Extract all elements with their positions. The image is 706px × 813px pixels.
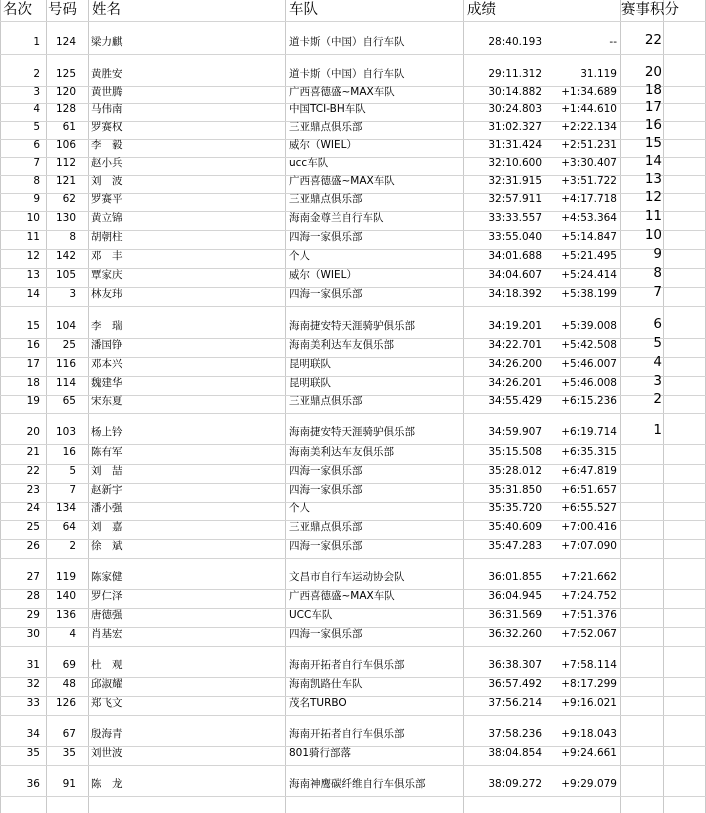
rank-cell: 26 — [26, 540, 40, 552]
time-cell: 35:35.720 — [488, 502, 542, 514]
gap-cell: +4:17.718 — [561, 193, 617, 205]
rank-cell: 9 — [33, 193, 40, 205]
points-cell: 13 — [644, 171, 662, 187]
rank-cell: 5 — [33, 121, 40, 133]
header-number: 号码 — [48, 2, 77, 18]
gap-cell: +7:51.376 — [561, 609, 617, 621]
time-cell: 36:01.855 — [488, 571, 542, 583]
time-cell: 34:55.429 — [488, 395, 542, 407]
time-cell: 35:31.850 — [488, 484, 542, 496]
time-cell: 36:04.945 — [488, 590, 542, 602]
number-cell: 35 — [62, 747, 76, 759]
name-cell: 黄胜安 — [91, 68, 123, 80]
points-cell: 10 — [644, 227, 662, 243]
gap-cell: +6:19.714 — [561, 426, 617, 438]
time-cell: 34:04.607 — [488, 269, 542, 281]
points-cell: 20 — [644, 64, 662, 80]
rank-cell: 19 — [26, 395, 40, 407]
name-cell: 邱淑耀 — [91, 678, 123, 690]
team-cell: 四海一家俱乐部 — [289, 540, 363, 552]
name-cell: 刘 喆 — [91, 465, 123, 477]
team-cell: 四海一家俱乐部 — [289, 484, 363, 496]
points-cell: 4 — [653, 354, 662, 370]
name-cell: 魏建华 — [91, 377, 123, 389]
number-cell: 2 — [69, 540, 76, 552]
points-cell: 2 — [653, 391, 662, 407]
time-cell: 36:57.492 — [488, 678, 542, 690]
rank-cell: 22 — [26, 465, 40, 477]
number-cell: 114 — [55, 377, 76, 389]
rank-cell: 4 — [33, 103, 40, 115]
time-cell: 35:28.012 — [488, 465, 542, 477]
rank-cell: 27 — [26, 571, 40, 583]
name-cell: 覃家庆 — [91, 269, 123, 281]
time-cell: 36:32.260 — [488, 628, 542, 640]
rank-cell: 35 — [26, 747, 40, 759]
number-cell: 7 — [69, 484, 76, 496]
name-cell: 潘小强 — [91, 502, 123, 514]
gap-cell: +7:24.752 — [561, 590, 617, 602]
team-cell: 海南捷安特天涯骑驴俱乐部 — [289, 426, 415, 438]
team-cell: 801骑行部落 — [289, 747, 352, 759]
number-cell: 65 — [62, 395, 76, 407]
team-cell: 个人 — [289, 250, 310, 262]
gap-cell: +5:39.008 — [561, 320, 617, 332]
team-cell: 海南开拓者自行车俱乐部 — [289, 728, 405, 740]
team-cell: 四海一家俱乐部 — [289, 231, 363, 243]
time-cell: 31:31.424 — [488, 139, 542, 151]
rank-cell: 31 — [26, 659, 40, 671]
name-cell: 杨上钤 — [91, 426, 123, 438]
name-cell: 赵小兵 — [91, 157, 123, 169]
rank-cell: 15 — [26, 320, 40, 332]
gap-cell: +6:55.527 — [561, 502, 617, 514]
rank-cell: 12 — [26, 250, 40, 262]
team-cell: 威尔（WIEL） — [289, 269, 357, 281]
grid-row-line — [0, 715, 706, 716]
rank-cell: 3 — [33, 86, 40, 98]
number-cell: 5 — [69, 465, 76, 477]
time-cell: 34:01.688 — [488, 250, 542, 262]
team-cell: 海南神鹰碳纤维自行车俱乐部 — [289, 778, 426, 790]
name-cell: 胡朝柱 — [91, 231, 123, 243]
number-cell: 116 — [55, 358, 76, 370]
number-cell: 126 — [55, 697, 76, 709]
team-cell: 海南美利达车友俱乐部 — [289, 446, 394, 458]
number-cell: 140 — [55, 590, 76, 602]
time-cell: 31:02.327 — [488, 121, 542, 133]
rank-cell: 1 — [33, 36, 40, 48]
points-cell: 8 — [653, 265, 662, 281]
name-cell: 林友玮 — [91, 288, 123, 300]
rank-cell: 25 — [26, 521, 40, 533]
rank-cell: 34 — [26, 728, 40, 740]
grid-row-line — [0, 54, 706, 55]
number-cell: 134 — [55, 502, 76, 514]
gap-cell: +3:51.722 — [561, 175, 617, 187]
team-cell: 广西喜德盛~MAX车队 — [289, 86, 395, 98]
rank-cell: 18 — [26, 377, 40, 389]
name-cell: 潘国铮 — [91, 339, 123, 351]
header-rank: 名次 — [3, 2, 32, 18]
gap-cell: +6:35.315 — [561, 446, 617, 458]
number-cell: 142 — [55, 250, 76, 262]
number-cell: 25 — [62, 339, 76, 351]
points-cell: 1 — [653, 422, 662, 438]
team-cell: 中国TCI-BH车队 — [289, 103, 366, 115]
time-cell: 36:31.569 — [488, 609, 542, 621]
team-cell: ucc车队 — [289, 157, 329, 169]
rank-cell: 30 — [26, 628, 40, 640]
time-cell: 37:56.214 — [488, 697, 542, 709]
time-cell: 34:19.201 — [488, 320, 542, 332]
gap-cell: +7:07.090 — [561, 540, 617, 552]
grid-row-line — [0, 558, 706, 559]
points-cell: 17 — [644, 99, 662, 115]
gap-cell: +6:15.236 — [561, 395, 617, 407]
rank-cell: 33 — [26, 697, 40, 709]
name-cell: 李 瑞 — [91, 320, 123, 332]
points-cell: 12 — [644, 189, 662, 205]
gap-cell: +5:14.847 — [561, 231, 617, 243]
team-cell: 广西喜德盛~MAX车队 — [289, 175, 395, 187]
number-cell: 119 — [55, 571, 76, 583]
rank-cell: 6 — [33, 139, 40, 151]
rank-cell: 8 — [33, 175, 40, 187]
time-cell: 34:18.392 — [488, 288, 542, 300]
gap-cell: +2:51.231 — [561, 139, 617, 151]
name-cell: 李 毅 — [91, 139, 123, 151]
number-cell: 106 — [55, 139, 76, 151]
points-cell: 9 — [653, 246, 662, 262]
rank-cell: 7 — [33, 157, 40, 169]
team-cell: 海南凯路仕车队 — [289, 678, 363, 690]
name-cell: 肖基宏 — [91, 628, 123, 640]
team-cell: 四海一家俱乐部 — [289, 288, 363, 300]
name-cell: 黄世腾 — [91, 86, 123, 98]
points-cell: 15 — [644, 135, 662, 151]
rank-cell: 17 — [26, 358, 40, 370]
name-cell: 刘 嘉 — [91, 521, 123, 533]
number-cell: 121 — [55, 175, 76, 187]
gap-cell: 31.119 — [580, 68, 617, 80]
number-cell: 4 — [69, 628, 76, 640]
time-cell: 34:26.200 — [488, 358, 542, 370]
time-cell: 34:26.201 — [488, 377, 542, 389]
number-cell: 48 — [62, 678, 76, 690]
time-cell: 34:59.907 — [488, 426, 542, 438]
name-cell: 郑飞文 — [91, 697, 123, 709]
gap-cell: +8:17.299 — [561, 678, 617, 690]
name-cell: 梁力麒 — [91, 36, 123, 48]
rank-cell: 28 — [26, 590, 40, 602]
time-cell: 38:09.272 — [488, 778, 542, 790]
points-cell: 14 — [644, 153, 662, 169]
header-points: 赛事积分 — [621, 2, 679, 18]
number-cell: 120 — [55, 86, 76, 98]
points-cell: 3 — [653, 373, 662, 389]
team-cell: 四海一家俱乐部 — [289, 465, 363, 477]
team-cell: 三亚鼎点俱乐部 — [289, 521, 363, 533]
gap-cell: +1:44.610 — [561, 103, 617, 115]
number-cell: 105 — [55, 269, 76, 281]
rank-cell: 2 — [33, 68, 40, 80]
team-cell: 昆明联队 — [289, 358, 331, 370]
name-cell: 罗赛平 — [91, 193, 123, 205]
gap-cell: +5:38.199 — [561, 288, 617, 300]
rank-cell: 32 — [26, 678, 40, 690]
gap-cell: +7:00.416 — [561, 521, 617, 533]
team-cell: 个人 — [289, 502, 310, 514]
number-cell: 125 — [55, 68, 76, 80]
gap-cell: +9:16.021 — [561, 697, 617, 709]
number-cell: 16 — [62, 446, 76, 458]
name-cell: 陈有军 — [91, 446, 123, 458]
number-cell: 128 — [55, 103, 76, 115]
team-cell: 道卡斯（中国）自行车队 — [289, 36, 405, 48]
team-cell: 三亚鼎点俱乐部 — [289, 193, 363, 205]
rank-cell: 13 — [26, 269, 40, 281]
team-cell: 四海一家俱乐部 — [289, 628, 363, 640]
team-cell: 三亚鼎点俱乐部 — [289, 395, 363, 407]
gap-cell: +5:46.007 — [561, 358, 617, 370]
time-cell: 30:24.803 — [488, 103, 542, 115]
header-time: 成绩 — [467, 2, 496, 18]
grid-row-line — [0, 413, 706, 414]
grid-row-line — [0, 21, 706, 22]
time-cell: 33:55.040 — [488, 231, 542, 243]
gap-cell: +7:52.067 — [561, 628, 617, 640]
team-cell: 三亚鼎点俱乐部 — [289, 121, 363, 133]
number-cell: 62 — [62, 193, 76, 205]
name-cell: 殷海青 — [91, 728, 123, 740]
team-cell: 威尔（WIEL） — [289, 139, 357, 151]
team-cell: 广西喜德盛~MAX车队 — [289, 590, 395, 602]
number-cell: 124 — [55, 36, 76, 48]
points-cell: 18 — [644, 82, 662, 98]
rank-cell: 23 — [26, 484, 40, 496]
name-cell: 罗仁泽 — [91, 590, 123, 602]
number-cell: 69 — [62, 659, 76, 671]
rank-cell: 20 — [26, 426, 40, 438]
points-cell: 11 — [644, 208, 662, 224]
gap-cell: +7:21.662 — [561, 571, 617, 583]
team-cell: 文昌市自行车运动协会队 — [289, 571, 405, 583]
name-cell: 邓本兴 — [91, 358, 123, 370]
gap-cell: +5:46.008 — [561, 377, 617, 389]
name-cell: 陈家健 — [91, 571, 123, 583]
number-cell: 61 — [62, 121, 76, 133]
gap-cell: +3:30.407 — [561, 157, 617, 169]
time-cell: 36:38.307 — [488, 659, 542, 671]
time-cell: 34:22.701 — [488, 339, 542, 351]
team-cell: 海南金尊兰自行车队 — [289, 212, 384, 224]
time-cell: 37:58.236 — [488, 728, 542, 740]
rank-cell: 16 — [26, 339, 40, 351]
team-cell: 茂名TURBO — [289, 697, 347, 709]
name-cell: 宋东夏 — [91, 395, 123, 407]
gap-cell: -- — [609, 36, 617, 48]
time-cell: 28:40.193 — [488, 36, 542, 48]
gap-cell: +5:42.508 — [561, 339, 617, 351]
grid-row-line — [0, 646, 706, 647]
number-cell: 103 — [55, 426, 76, 438]
number-cell: 130 — [55, 212, 76, 224]
team-cell: 道卡斯（中国）自行车队 — [289, 68, 405, 80]
name-cell: 徐 斌 — [91, 540, 123, 552]
name-cell: 马伟南 — [91, 103, 123, 115]
name-cell: 邓 丰 — [91, 250, 123, 262]
points-cell: 16 — [644, 117, 662, 133]
rank-cell: 24 — [26, 502, 40, 514]
team-cell: 海南美利达车友俱乐部 — [289, 339, 394, 351]
time-cell: 32:10.600 — [488, 157, 542, 169]
name-cell: 赵新宇 — [91, 484, 123, 496]
time-cell: 35:47.283 — [488, 540, 542, 552]
points-cell: 22 — [644, 32, 662, 48]
number-cell: 112 — [55, 157, 76, 169]
gap-cell: +9:24.661 — [561, 747, 617, 759]
name-cell: 罗赛权 — [91, 121, 123, 133]
grid-row-line — [0, 306, 706, 307]
number-cell: 3 — [69, 288, 76, 300]
rank-cell: 36 — [26, 778, 40, 790]
name-cell: 杜 观 — [91, 659, 123, 671]
rank-cell: 10 — [26, 212, 40, 224]
gap-cell: +5:24.414 — [561, 269, 617, 281]
number-cell: 91 — [62, 778, 76, 790]
gap-cell: +9:18.043 — [561, 728, 617, 740]
time-cell: 35:15.508 — [488, 446, 542, 458]
rank-cell: 21 — [26, 446, 40, 458]
team-cell: UCC车队 — [289, 609, 333, 621]
team-cell: 昆明联队 — [289, 377, 331, 389]
gap-cell: +4:53.364 — [561, 212, 617, 224]
grid-row-line — [0, 765, 706, 766]
rank-cell: 29 — [26, 609, 40, 621]
header-name: 姓名 — [92, 2, 121, 18]
gap-cell: +2:22.134 — [561, 121, 617, 133]
team-cell: 海南开拓者自行车俱乐部 — [289, 659, 405, 671]
gap-cell: +6:51.657 — [561, 484, 617, 496]
rank-cell: 11 — [26, 231, 40, 243]
time-cell: 32:31.915 — [488, 175, 542, 187]
header-team: 车队 — [289, 2, 318, 18]
time-cell: 35:40.609 — [488, 521, 542, 533]
time-cell: 32:57.911 — [488, 193, 542, 205]
points-cell: 7 — [653, 284, 662, 300]
rank-cell: 14 — [26, 288, 40, 300]
name-cell: 刘 波 — [91, 175, 123, 187]
name-cell: 唐德强 — [91, 609, 123, 621]
number-cell: 67 — [62, 728, 76, 740]
time-cell: 30:14.882 — [488, 86, 542, 98]
number-cell: 64 — [62, 521, 76, 533]
number-cell: 104 — [55, 320, 76, 332]
gap-cell: +5:21.495 — [561, 250, 617, 262]
gap-cell: +6:47.819 — [561, 465, 617, 477]
gap-cell: +1:34.689 — [561, 86, 617, 98]
time-cell: 33:33.557 — [488, 212, 542, 224]
points-cell: 6 — [653, 316, 662, 332]
gap-cell: +7:58.114 — [561, 659, 617, 671]
time-cell: 29:11.312 — [488, 68, 542, 80]
name-cell: 刘世波 — [91, 747, 123, 759]
points-cell: 5 — [653, 335, 662, 351]
gap-cell: +9:29.079 — [561, 778, 617, 790]
number-cell: 136 — [55, 609, 76, 621]
grid-row-line — [0, 796, 706, 797]
number-cell: 8 — [69, 231, 76, 243]
time-cell: 38:04.854 — [488, 747, 542, 759]
name-cell: 黄立锦 — [91, 212, 123, 224]
name-cell: 陈 龙 — [91, 778, 123, 790]
team-cell: 海南捷安特天涯骑驴俱乐部 — [289, 320, 415, 332]
